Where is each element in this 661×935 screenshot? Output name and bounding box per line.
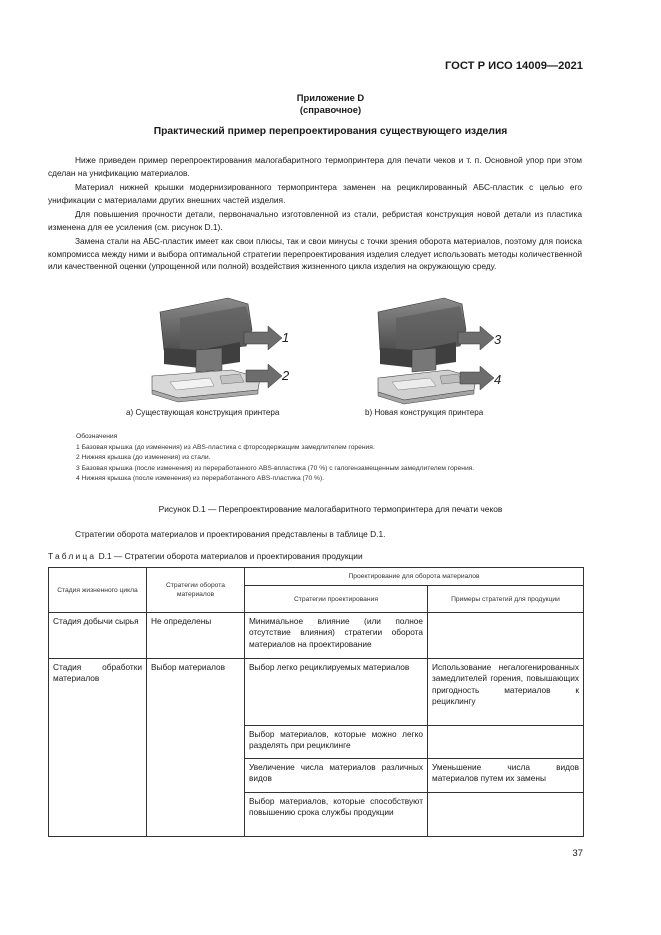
section-title: Практический пример перепроектирования существующего изделия — [153, 126, 508, 137]
legend-item: Обозначения — [76, 433, 118, 440]
printer-existing-image — [152, 298, 260, 402]
appendix-heading — [0, 92, 661, 116]
table-row — [49, 613, 584, 659]
cell-example: Уменьшение числа видов материалов путем их замены — [428, 759, 584, 793]
printer-new-image — [378, 298, 476, 404]
appendix-title: Приложение D — [296, 92, 365, 103]
figure-caption: Рисунок D.1 — Перепроектирование малогабаритного термопринтера для печати чеков — [158, 504, 503, 514]
label-3: 3 — [494, 332, 502, 347]
paragraph-1: Ниже приведен пример перепроектирования малогабаритного термопринтера для печати чеков и т. п. Основной упор при этом сделан на унификацию материалов. — [48, 155, 582, 178]
legend — [48, 432, 582, 485]
cell-strategy: Не определены — [147, 613, 245, 659]
cell-stage: Стадия обработки материалов — [49, 659, 147, 837]
header-strategies: Стратегии оборота материалов — [147, 568, 245, 613]
legend-item: 1 Базовая крышка (до изменения) из ABS-пластика с фторсодержащим замедлителем горения. — [76, 443, 375, 451]
appendix-subtitle: (справочное) — [299, 104, 362, 115]
printer-figure — [0, 290, 661, 420]
page-number: 37 — [572, 848, 583, 859]
cell-design: Выбор материалов, которые можно легко разделять при рециклинге — [245, 726, 428, 759]
header-examples: Примеры стратегий для продукции — [428, 586, 584, 613]
cell-strategy: Выбор материалов — [147, 659, 245, 837]
header-stage: Стадия жизненного цикла — [49, 568, 147, 613]
header-design-strategies: Стратегии проектирования — [245, 586, 428, 613]
table-row — [49, 659, 584, 726]
label-4: 4 — [494, 372, 502, 387]
table-intro: Стратегии оборота материалов и проектирования представлены в таблице D.1. — [75, 529, 386, 539]
cell-example: Использование негалогенированных замедлителей горения, повышающих пригодность материалов к рециклингу — [428, 659, 584, 726]
cell-example — [428, 793, 584, 837]
cell-example — [428, 726, 584, 759]
legend-item: 4 Нижняя крышка (после изменения) из переработанного ABS-пластика (70 %). — [76, 475, 325, 482]
cell-example — [428, 613, 584, 659]
paragraph-4: Замена стали на АБС-пластик имеет как свои плюсы, так и свои минусы с точки зрения оборота материалов, поэтому для поиска компромисса между ними и выбора оптимальной стратегии перепроектирования изделия следует использовать методы количественной или качественной оценки (упрощенной или полной) воздействия жизненного цикла изделия на окружающую среду. — [48, 236, 582, 271]
subcaption-a: а) Существующая конструкция принтера — [126, 408, 280, 417]
paragraph-2: Материал нижней крышки модернизированного термопринтера заменен на рециклированный АБС-пластик с целью его унификации с материалами других внешних частей изделия. — [48, 182, 582, 205]
document-code: ГОСТ Р ИСО 14009—2021 — [444, 60, 583, 72]
cell-design: Выбор легко рециклируемых материалов — [245, 659, 428, 726]
strategies-table — [48, 567, 584, 837]
cell-stage: Стадия добычи сырья — [49, 613, 147, 659]
cell-design: Увеличение числа материалов различных видов — [245, 759, 428, 793]
paragraph-3: Для повышения прочности детали, первоначально изготовленной из стали, ребристая конструкция новой детали из пластика изменена для ее усиления (см. рисунок D.1). — [48, 209, 582, 232]
table-caption: Таблица D.1 — Стратегии оборота материалов и проектирования продукции — [48, 551, 363, 561]
cell-design: Минимальное влияние (или полное отсутствие влияния) стратегии оборота материалов на проектирование — [245, 613, 428, 659]
label-2: 2 — [282, 368, 290, 383]
label-1: 1 — [282, 330, 290, 345]
cell-design: Выбор материалов, которые способствуют повышению срока службы продукции — [245, 793, 428, 837]
legend-item: 2 Нижняя крышка (до изменения) из стали. — [76, 454, 211, 461]
legend-item: 3 Базовая крышка (после изменения) из переработанного ABS-впластика (70 %) с галогензамещенным замедлителем горения. — [76, 464, 475, 472]
header-design-group: Проектирование для оборота материалов — [245, 568, 584, 586]
table-header-row — [49, 568, 584, 586]
subcaption-b: b) Новая конструкция принтера — [365, 408, 484, 417]
